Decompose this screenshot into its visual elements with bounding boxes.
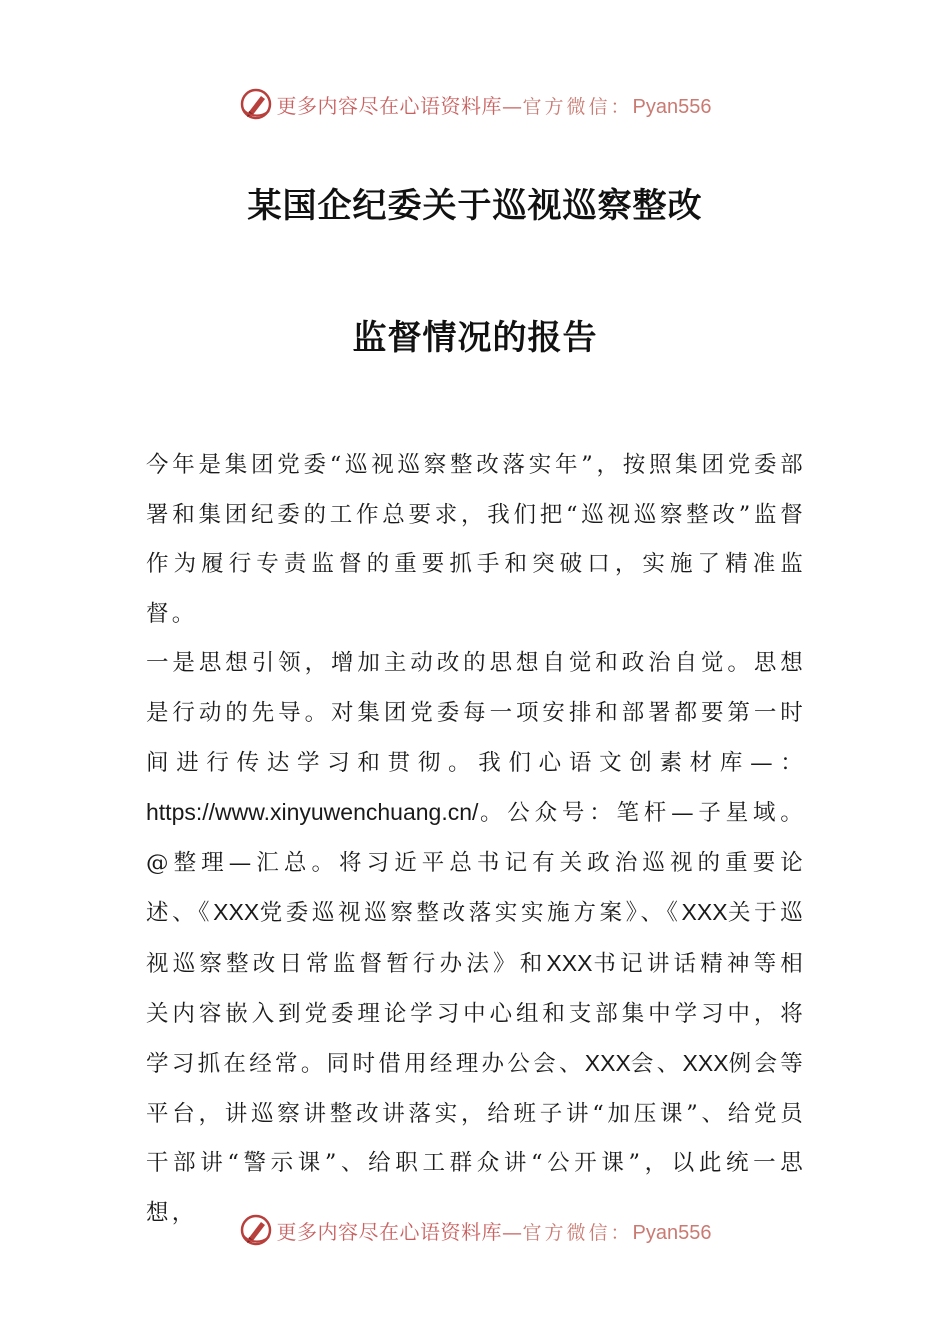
paragraph-point-one: [146, 639, 806, 1238]
pen-logo-icon: [239, 1213, 273, 1247]
paragraph-point-one-e: 书记讲话精神等相关内容嵌入到党委理论学习中心组和支部集中学习中，将学习抓在经常。同时借用经理办公会、: [146, 950, 806, 1078]
footer-wechat-label: 官方微信：: [522, 1221, 633, 1244]
header-wechat-id: Pyan556: [632, 95, 712, 118]
document-body: [146, 441, 806, 1239]
placeholder-xxx-3: XXX: [546, 949, 593, 976]
footer-banner-text: [277, 1216, 712, 1245]
paragraph-point-one-b: 。公众号：笔杆—子星域。@整理—汇总。将习近平总书记有关政治巡视的重要论述、《: [146, 800, 806, 927]
header-banner: [0, 82, 950, 126]
paragraph-point-one-d: 关于巡视巡察整改日常监督暂行办法》和: [146, 900, 806, 977]
pen-logo-icon: [239, 87, 273, 121]
paragraph-intro: 今年是集团党委“巡视巡察整改落实年”，按照集团党委部署和集团纪委的工作总要求，我们把“巡视巡察整改”监督作为履行专责监督的重要抓手和突破口，实施了精准监督。: [146, 452, 806, 627]
placeholder-xxx-1: XXX: [213, 899, 260, 926]
footer-banner: [0, 1208, 950, 1252]
document-title-line-1: 某国企纪委关于巡视巡察整改: [247, 186, 703, 226]
source-url-link[interactable]: https://www.xinyuwenchuang.cn/: [146, 799, 479, 826]
placeholder-xxx-4: XXX: [584, 1050, 631, 1077]
paragraph-point-one-c: 党委巡视巡察整改落实实施方案》、《: [259, 900, 682, 927]
footer-banner-slogan: 更多内容尽在心语资料库: [276, 1219, 502, 1244]
header-banner-dash: —: [502, 93, 523, 118]
header-banner-text: [277, 90, 712, 119]
paragraph-point-one-g: 例会等平台，讲巡察讲整改讲落实，给班子讲“加压课”、给党员干部讲“警示课”、给职工群众讲“公开课”，以此统一思想，: [146, 1051, 806, 1226]
placeholder-xxx-5: XXX: [682, 1050, 729, 1077]
placeholder-xxx-2: XXX: [681, 899, 728, 926]
header-banner-slogan: 更多内容尽在心语资料库: [276, 93, 502, 118]
header-banner-content: [239, 87, 712, 121]
footer-wechat-id: Pyan556: [632, 1221, 712, 1244]
document-title-line-2: 监督情况的报告: [352, 318, 598, 358]
footer-banner-content: [239, 1213, 712, 1247]
paragraph-point-one-f: 会、: [630, 1051, 683, 1078]
header-wechat-label: 官方微信：: [522, 95, 633, 118]
footer-banner-dash: —: [502, 1219, 523, 1244]
paragraph-point-one-a: 一是思想引领，增加主动改的思想自觉和政治自觉。思想是行动的先导。对集团党委每一项安排和部署都要第一时间进行传达学习和贯彻。我们心语文创素材库—：: [146, 650, 806, 776]
